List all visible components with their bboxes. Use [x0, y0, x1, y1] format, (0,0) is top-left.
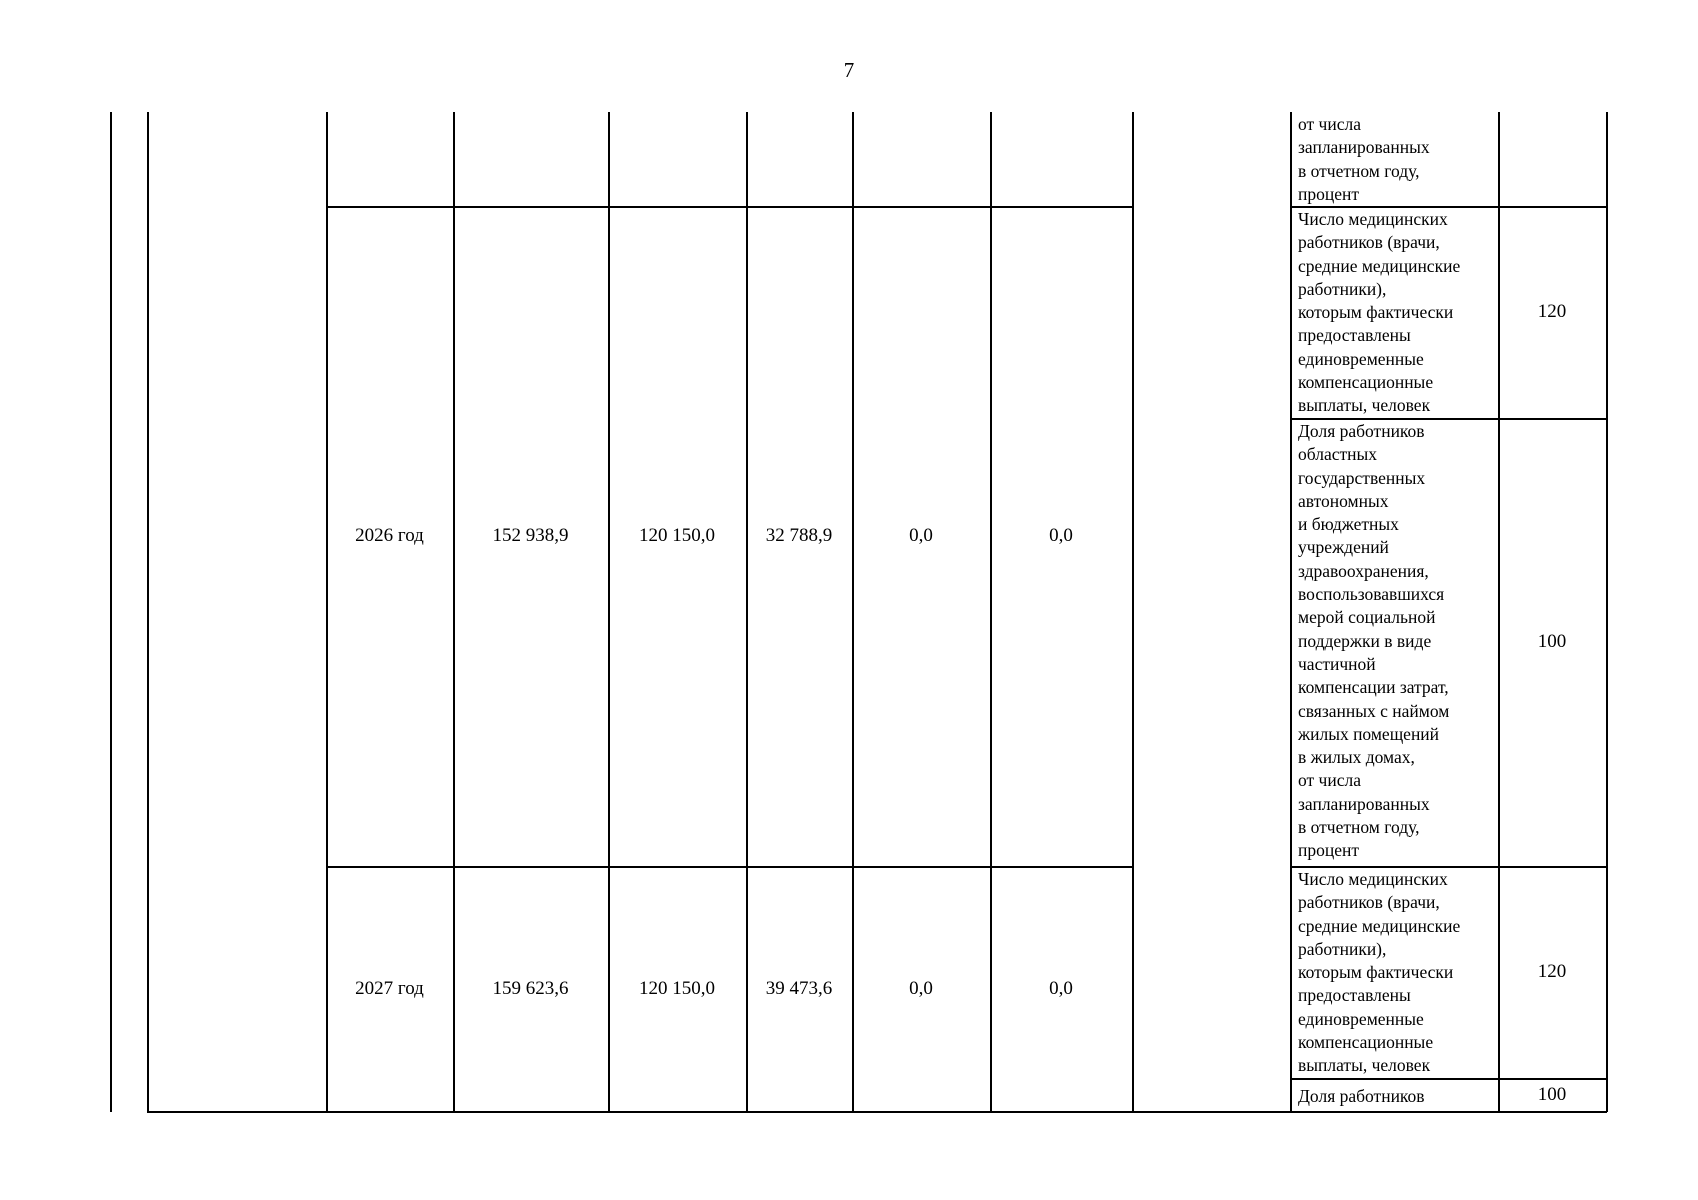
total-cell: 159 623,6: [492, 978, 569, 999]
table-border-right: [1606, 112, 1608, 1112]
regional-budget-cell: 32 788,9: [765, 525, 833, 546]
indicator-text: от числа запланированных в отчетном году, процент: [1298, 114, 1430, 204]
indicator-text: Доля работников областных государственных автономных и бюджетных учреждений здравоохранения, воспользовавшихся мерой социальной поддержки в виде частичной компенсации затрат, связанных с наймом жилых помещений в жилых домах, от числа запланированных в отчетном году, процент: [1298, 421, 1450, 861]
total-cell: 152 938,9: [492, 525, 569, 546]
indicator-value: 120: [1537, 961, 1567, 982]
regional-budget-cell: 39 473,6: [765, 978, 833, 999]
indicator-text: Число медицинских работников (врачи, средние медицинские работники), которым фактически предоставлены единовременные компенсационные выплаты, человек: [1298, 869, 1461, 1076]
indicator-text: Число медицинских работников (врачи, средние медицинские работники), которым фактически предоставлены единовременные компенсационные выплаты, человек: [1298, 209, 1461, 416]
other-sources-cell: 0,0: [1049, 525, 1073, 546]
page-number: 7: [843, 58, 855, 82]
column-divider: [1132, 112, 1134, 1112]
table-border-left-outer: [110, 112, 112, 1112]
indicator-value: 120: [1537, 301, 1567, 322]
year-cell: 2027 год: [355, 978, 424, 999]
year-cell: 2026 год: [355, 525, 424, 546]
indicator-value: 100: [1537, 631, 1567, 652]
indicator-value: 100: [1537, 1083, 1567, 1105]
local-budget-cell: 0,0: [909, 525, 933, 546]
other-sources-cell: 0,0: [1049, 978, 1073, 999]
indicator-text: Доля работников: [1298, 1086, 1425, 1106]
federal-budget-cell: 120 150,0: [639, 978, 715, 999]
local-budget-cell: 0,0: [909, 978, 933, 999]
table-border-left: [147, 112, 149, 1112]
federal-budget-cell: 120 150,0: [639, 525, 715, 546]
